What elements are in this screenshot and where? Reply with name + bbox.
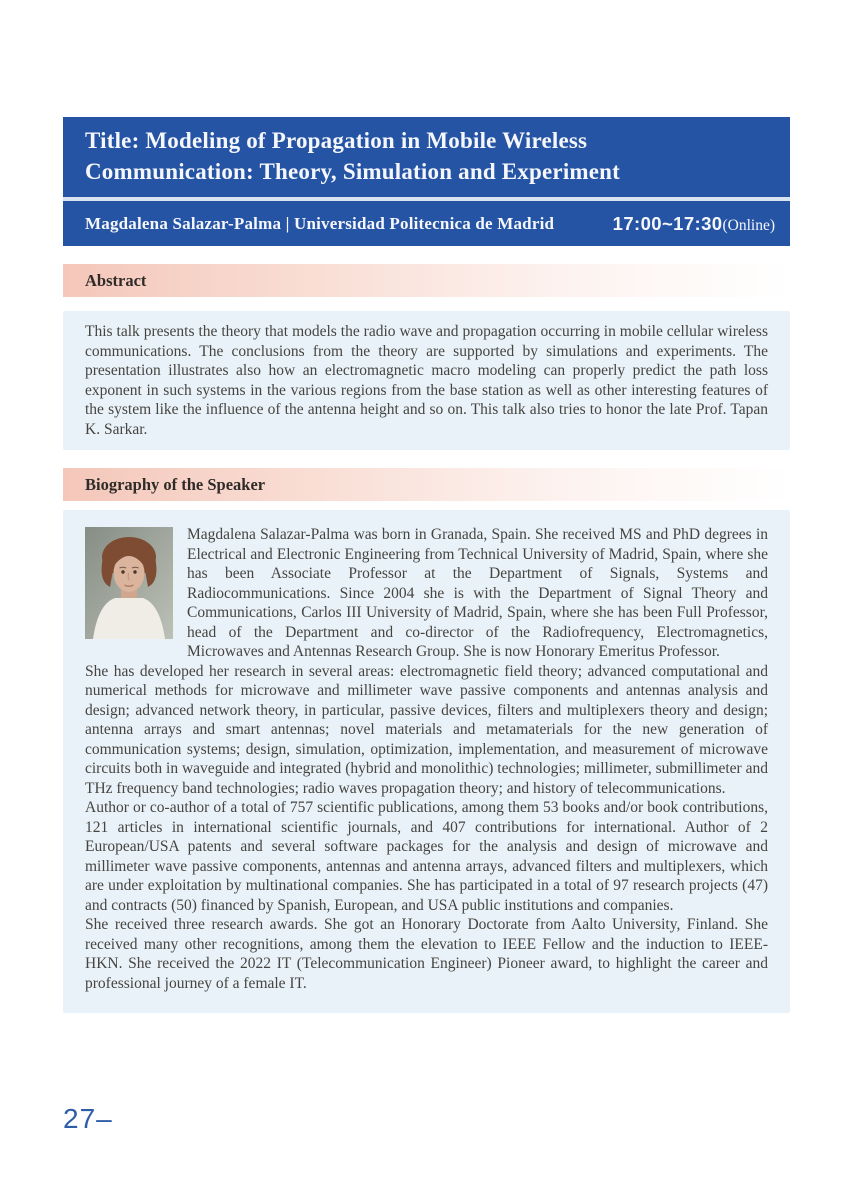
biography-paragraph: Magdalena Salazar-Palma was born in Granada, Spain. She received MS and PhD degrees in Electrical and Electronic Engineering from Technical University of Madrid, Spain, where she has been Associate Professor at the Department of Signals, Systems and Radiocommunications. Since 2004 she is with the Department of Signal Theory and Communications, Carlos III University of Madrid, Spain, where she has been Full Professor, head of the Department and co-director of the Radiofrequency, Electromagnetics, Microwaves and Antennas Research Group. She is now Honorary Emeritus Professor. (187, 526, 768, 660)
page-content (63, 117, 790, 1013)
biography-paragraph: Author or co-author of a total of 757 scientific publications, among them 53 books and/or book contributions, 121 articles in international scientific journals, and 407 contributions for international. Author of 2 European/USA patents and several software packages for the analysis and design of microwave and millimeter wave passive components, antennas and antenna arrays, advanced filters and multiplexers, which are under exploitation by multinational companies. She has participated in a total of 97 research projects (47) and contracts (50) financed by Spanish, European, and USA public institutions and companies. (85, 799, 768, 914)
abstract-heading: Abstract (63, 264, 790, 297)
speaker-photo (85, 527, 173, 639)
session-time (613, 213, 775, 235)
speaker-portrait-graphic (85, 527, 173, 639)
online-label: (Online) (722, 216, 775, 234)
session-title-block (63, 117, 790, 197)
page-number: 27– (63, 1103, 113, 1134)
speaker-bar (63, 201, 790, 246)
session-title: Title: Modeling of Propagation in Mobile Wireless Communication: Theory, Simulation and Experiment (85, 128, 621, 184)
biography-paragraph: She received three research awards. She got an Honorary Doctorate from Aalto University, Finland. She received many other recognitions, among them the elevation to IEEE Fellow and the induction to IEEE-HKN. She received the 2022 IT (Telecommunication Engineer) Pioneer award, to highlight the career and professional journey of a female IT. (85, 916, 768, 992)
speaker-name: Magdalena Salazar-Palma | Universidad Politecnica de Madrid (85, 213, 555, 233)
abstract-text: This talk presents the theory that models the radio wave and propagation occurring in mobile cellular wireless communications. The conclusions from the theory are supported by simulations and experiments. The presentation illustrates also how an electromagnetic macro modeling can properly predict the path loss exponent in such systems in the various regions from the base station as well as other interesting features of the system like the influence of the antenna height and so on. This talk also tries to honor the late Prof. Tapan K. Sarkar. (85, 323, 768, 438)
time-range: 17:00~17:30 (612, 212, 723, 234)
biography-heading: Biography of the Speaker (63, 468, 790, 501)
abstract-panel (63, 311, 790, 450)
biography-panel (63, 510, 790, 1013)
biography-paragraph: She has developed her research in several areas: electromagnetic field theory; advanced computational and numerical methods for microwave and millimeter wave passive components and antennas analysis and design; advanced network theory, in particular, passive devices, filters and multiplexers theory and design; antenna arrays and smart antennas; novel materials and metamaterials for the new generation of communication systems; design, simulation, optimization, implementation, and measurement of microwave circuits both in waveguide and integrated (hybrid and monolithic) technologies; millimeter, submillimeter and THz frequency band technologies; radio waves propagation theory; and history of telecommunications. (85, 662, 768, 797)
